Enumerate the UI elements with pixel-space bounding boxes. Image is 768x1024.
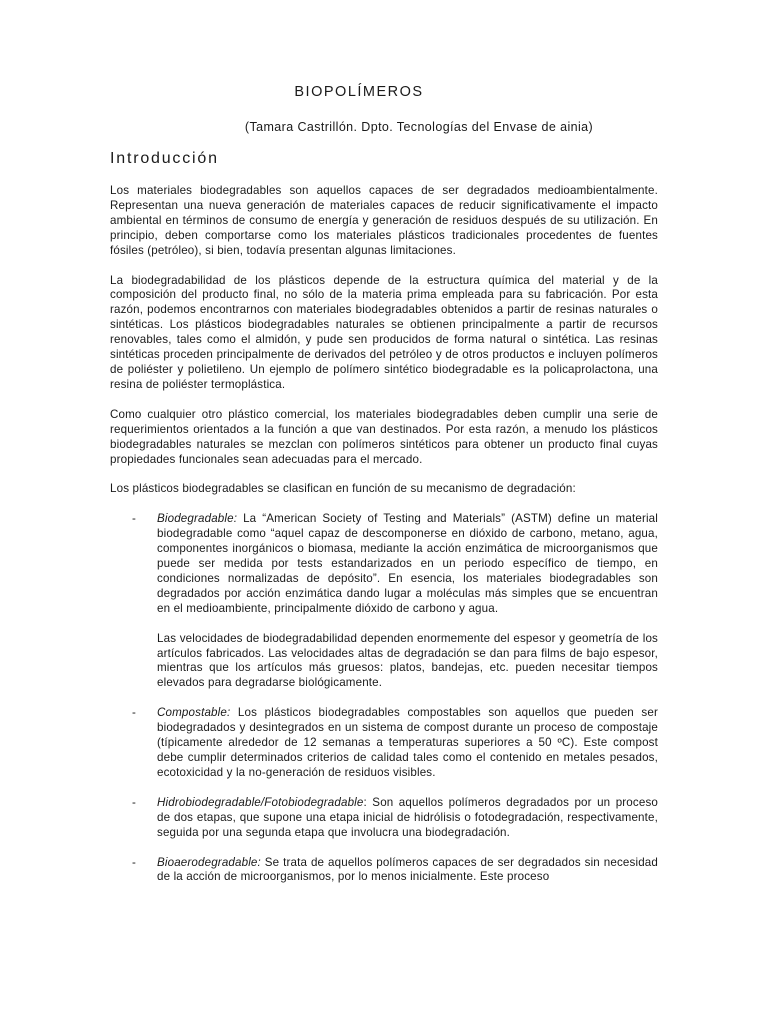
paragraph: Los plásticos biodegradables se clasifican en función de su mecanismo de degradación: bbox=[110, 482, 576, 496]
list-item-bioaerodegradable bbox=[110, 856, 658, 886]
list-bullet: - bbox=[132, 706, 137, 720]
term-definition: Los plásticos biodegradables compostables son aquellos que pueden ser biodegradados y desintegrados en un sistema de compost durante un proceso de compostaje (típicamente alrededor de 12 semanas a temperaturas superiores a 50 ºC). Este compost debe cumplir determinados criterios de calidad tales como el contenido en metales pesados, ecotoxicidad y la no-generación de residuos visibles. bbox=[157, 706, 658, 779]
degradation-types-list bbox=[110, 512, 658, 885]
term-label: Biodegradable: bbox=[157, 512, 238, 526]
term-definition: La “American Society of Testing and Materials” (ASTM) define un material biodegradable como “aquel capaz de descomponerse en dióxido de carbono, metano, agua, componentes inorgánicos o biomasa, mediante la acción enzimática de microorganismos que puede ser medida por tests estandarizados en un periodo específico de tiempo, en condiciones normalizadas de depósito”. En esencia, los materiales biodegradables son degradados por acción enzimática dando lugar a moléculas más simples que se encuentran en el medioambiente, principalmente dióxido de carbono y agua. bbox=[157, 512, 658, 615]
list-item-hidrobiodegradable bbox=[110, 796, 658, 841]
list-bullet: - bbox=[132, 855, 137, 869]
list-bullet: - bbox=[132, 512, 137, 526]
section-heading-introduccion: Introducción bbox=[110, 150, 219, 167]
term-definition: : Son aquellos polímeros degradados por un proceso de dos etapas, que supone una etapa inicial de hidrólisis o fotodegradación, respectivamente, seguida por una segunda etapa que involucra una biodegradación. bbox=[157, 795, 658, 839]
term-definition: Se trata de aquellos polímeros capaces de ser degradados sin necesidad de la acción de microorganismos, por lo menos inicialmente. Este proceso bbox=[157, 855, 658, 884]
list-item-text bbox=[157, 856, 658, 886]
list-item-text bbox=[157, 512, 658, 616]
document-body bbox=[110, 184, 658, 900]
document-subtitle: (Tamara Castrillón. Dpto. Tecnologías del Envase de ainia) bbox=[244, 120, 594, 134]
list-item-extra-paragraph: Las velocidades de biodegradabilidad dependen enormemente del espesor y geometría de los artículos fabricados. Las velocidades altas de degradación se dan para films de bajo espesor, mientras que los artículos más gruesos: platos, bandejas, etc. pueden necesitar tiempos elevados para degradarse biológicamente. bbox=[157, 631, 658, 690]
paragraph: Como cualquier otro plástico comercial, los materiales biodegradables deben cumplir una serie de requerimientos orientados a la función a que van destinados. Por esta razón, a menudo los plásticos biodegradables naturales se mezclan con polímeros sintéticos para obtener un producto final cuyas propiedades funcionales sean adecuadas para el mercado. bbox=[110, 407, 658, 466]
term-label: Bioaerodegradable: bbox=[157, 855, 261, 869]
term-label: Compostable: bbox=[157, 706, 231, 720]
term-label: Hidrobiodegradable/Fotobiodegradable bbox=[157, 795, 364, 809]
paragraph: La biodegradabilidad de los plásticos depende de la estructura química del material y de la composición del producto final, no sólo de la materia prima empleada para su fabricación. Por esta razón, podemos encontrarnos con materiales biodegradables obtenidos a partir de resinas naturales o sintéticas. Los plásticos biodegradables naturales se obtienen principalmente a partir de recursos renovables, tales como el almidón, y pude sen producidos de forma natural o sintética. Las resinas sintéticas proceden principalmente de derivados del petróleo y de otros productos e incluyen polímeros de poliéster y polietileno. Un ejemplo de polímero sintético biodegradable es la policaprolactona, una resina de poliéster termoplástica. bbox=[110, 273, 658, 391]
list-item-text bbox=[157, 796, 658, 841]
paragraph: Los materiales biodegradables son aquellos capaces de ser degradados medioambientalmente. Representan una nueva generación de materiales capaces de reducir significativamente el impacto ambiental en términos de consumo de energía y generación de residuos después de su utilización. En principio, deben comportarse como los materiales plásticos tradicionales procedentes de fuentes fósiles (petróleo), si bien, todavía presentan algunas limitaciones. bbox=[110, 184, 658, 257]
list-bullet: - bbox=[132, 795, 137, 809]
list-item-text bbox=[157, 706, 658, 781]
list-item-compostable bbox=[110, 706, 658, 781]
document-title: BIOPOLÍMEROS bbox=[294, 84, 424, 100]
list-item-biodegradable bbox=[110, 512, 658, 691]
